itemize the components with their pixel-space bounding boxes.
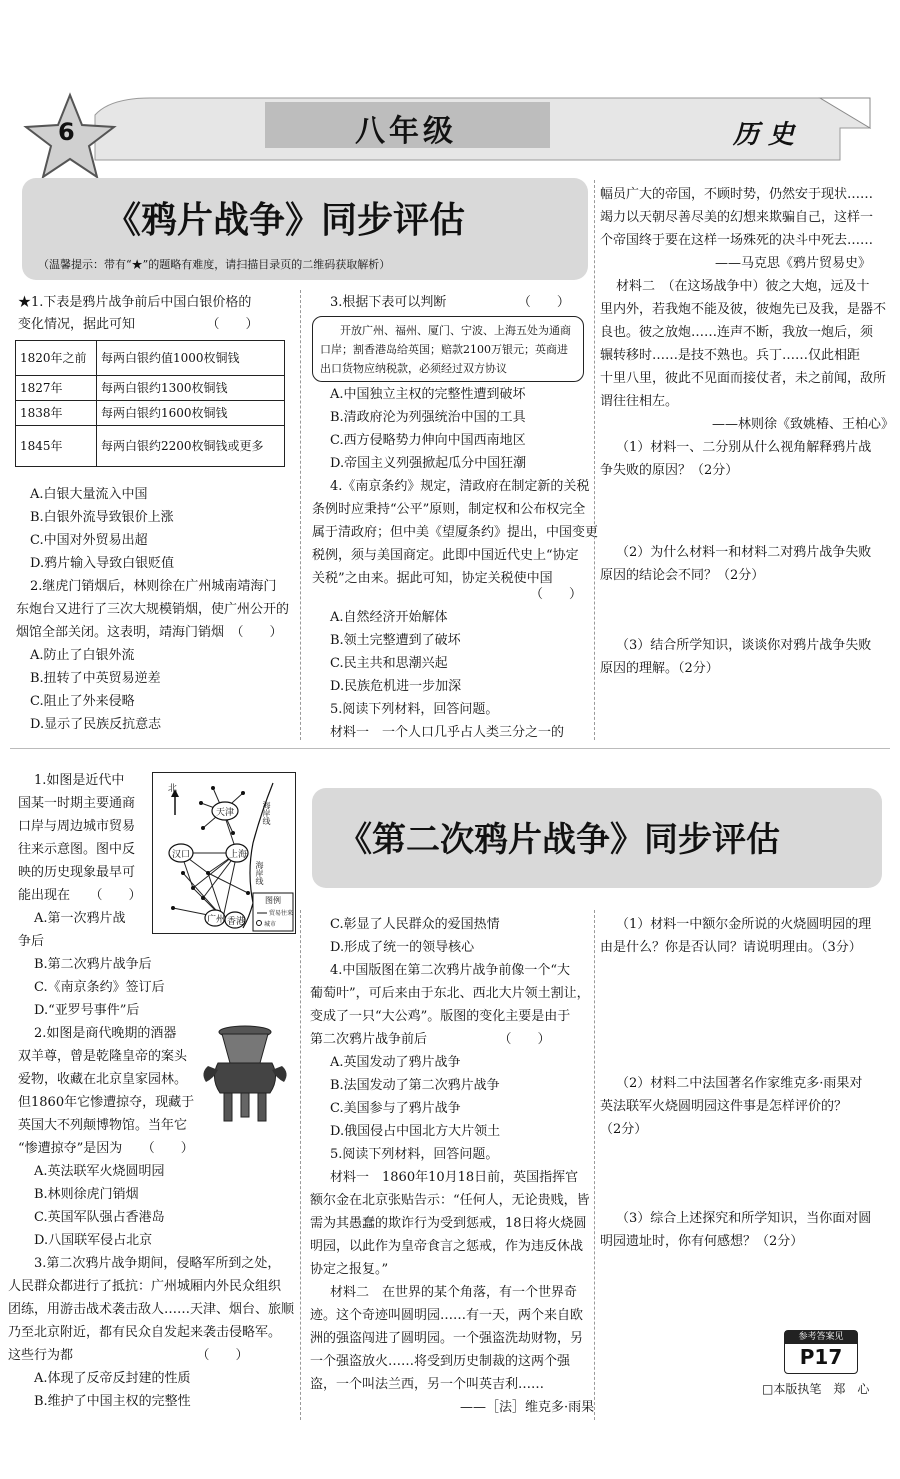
s2-q2-line-2: 双羊尊，曾是乾隆皇帝的案头 — [18, 1049, 188, 1064]
s2-material-2-line-1: 材料二 在世界的某个角落，有一个世界奇 — [330, 1285, 578, 1300]
price-cell: 每两白银约2200枚铜钱或更多 — [97, 426, 285, 467]
q2-option-a: A.防止了白银外流 — [30, 648, 135, 663]
material-1-line-2: 幅员广大的帝国，不顾时势，仍然安于现状…… — [600, 187, 874, 202]
s2-material-1-line-5: 协定之报复。” — [310, 1262, 389, 1277]
q3-option-d: D.帝国主义列强掀起瓜分中国狂潮 — [330, 456, 527, 471]
material-1-line-4: 个帝国终于要在这样一场殊死的决斗中死去…… — [600, 233, 874, 248]
divider — [594, 910, 595, 1420]
s2-q2-option-a: A.英法联军火烧圆明园 — [34, 1164, 165, 1179]
s2-q1-option-b: B.第二次鸦片战争后 — [34, 957, 152, 972]
grade-label: 八年级 — [355, 114, 457, 149]
divider — [300, 910, 301, 1420]
answer-page: P17 — [799, 1345, 843, 1369]
table-row — [16, 426, 285, 467]
material-2-line-6: 谓往往相左。 — [600, 394, 679, 409]
q4-answer-paren: （ ） — [530, 587, 583, 602]
s2-q1-line-3: 口岸与周边城市贸易 — [18, 819, 136, 834]
q4-option-c: C.民主共和思潮兴起 — [330, 656, 448, 671]
s2-q2-line-3: 爱物，收藏在北京皇家园林。 — [18, 1072, 188, 1087]
q2-line-3: 烟馆全部关闭。这表明，靖海门销烟 （ ） — [16, 625, 283, 640]
s2-q4-line-2: 葡萄叶”，可后来由于东北、西北大片领土割让， — [310, 986, 590, 1001]
divider — [300, 290, 301, 740]
s2-q1-option-d: D.“亚罗号事件”后 — [34, 1003, 140, 1018]
divider — [594, 180, 595, 740]
year-cell: 1845年 — [16, 426, 97, 467]
s2-material-1-line-3: 需为其愚蠢的欺诈行为受到惩戒，18日将火烧圆 — [310, 1216, 587, 1231]
s2-q3-line-2: 人民群众都进行了抵抗：广州城厢内外民众组织 — [8, 1279, 282, 1294]
s2-sub3-line-2: 明园遗址时，你有何感想？（2分） — [600, 1234, 804, 1249]
material-1-line-1: 材料一 一个人口几乎占人类三分之一的 — [330, 725, 565, 740]
s2-q1-line-4: 往来示意图。图中反 — [18, 842, 136, 857]
s2-q3-line-3: 团练，用游击战术袭击敌人……天津、烟台、旅顺 — [8, 1302, 295, 1317]
s2-q2-line-4: 但1860年它惨遭掠夺，现藏于 — [18, 1095, 195, 1110]
s2-q1-line-1: 1.如图是近代中 — [34, 773, 125, 788]
table-row — [16, 401, 285, 426]
q4-line-4: 税例，须与美国商定。此即中国近代史上“协定 — [312, 548, 579, 563]
q4-option-a: A.自然经济开始解体 — [330, 610, 448, 625]
s2-q4-line-3: 变成了一只“大公鸡”。版图的变化主要是由于 — [310, 1009, 571, 1024]
q2-option-d: D.显示了民族反抗意志 — [30, 717, 162, 732]
year-cell: 1838年 — [16, 401, 97, 426]
price-cell: 每两白银约值1000枚铜钱 — [97, 341, 285, 376]
city-guangzhou: 广州 — [207, 915, 226, 925]
north-label: 北 — [168, 784, 178, 794]
s2-q4-option-b: B.法国发动了第二次鸦片战争 — [330, 1078, 500, 1093]
trade-map — [152, 772, 296, 934]
q1-option-c: C.中国对外贸易出超 — [30, 533, 148, 548]
q4-line-1: 4.《南京条约》规定，清政府在制定新的关税 — [330, 479, 590, 494]
s2-q4-line-4: 第二次鸦片战争前后 （ ） — [310, 1032, 551, 1047]
material-1-line-3: 竭力以天朝尽善尽美的幻想来欺骗自己，这样一 — [600, 210, 874, 225]
s2-q1-option-c: C.《南京条约》签订后 — [34, 980, 165, 995]
subject-label: 历 史 — [733, 120, 795, 150]
q2-line-1: 2.继虎门销烟后，林则徐在广州城南靖海门 — [30, 579, 277, 594]
s2-q3-option-c: C.彰显了人民群众的爱国热情 — [330, 917, 500, 932]
q2-line-2: 东炮台又进行了三次大规模销烟，使广州公开的 — [16, 602, 290, 617]
price-cell: 每两白银约1300枚铜钱 — [97, 376, 285, 401]
s2-material-2-source: ——［法］维克多·雨果 — [460, 1400, 595, 1415]
q3-option-c: C.西方侵略势力伸向中国西南地区 — [330, 433, 526, 448]
s2-q2-line-5: 英国大不列颠博物馆。当年它 — [18, 1118, 188, 1133]
section-divider — [10, 748, 890, 749]
q2-option-b: B.扭转了中英贸易逆差 — [30, 671, 161, 686]
q1-option-b: B.白银外流导致银价上涨 — [30, 510, 174, 525]
q1-line-2: 变化情况，据此可知 （ ） — [18, 317, 259, 332]
treaty-line-1: 开放广州、福州、厦门、宁波、上海五处为通商 — [340, 324, 571, 337]
q4-option-d: D.民族危机进一步加深 — [330, 679, 462, 694]
q5-sub2-line-1: （2）为什么材料一和材料二对鸦片战争失败 — [616, 545, 872, 560]
s2-q3-line-1: 3.第二次鸦片战争期间，侵略军所到之处， — [34, 1256, 281, 1271]
s2-q1-line-5: 映的历史现象最早可 — [18, 865, 136, 880]
silver-price-table — [15, 340, 285, 467]
q3-option-a: A.中国独立主权的完整性遭到破坏 — [330, 387, 526, 402]
q3-stem: 3.根据下表可以判断 （ ） — [330, 295, 570, 310]
s2-q4-option-d: D.俄国侵占中国北方大片领土 — [330, 1124, 501, 1139]
s2-q2-option-c: C.英国军队强占香港岛 — [34, 1210, 165, 1225]
coastline-label-2: 海岸线 — [255, 861, 264, 885]
material-1-source: ——马克思《鸦片贸易史》 — [715, 256, 872, 271]
s2-material-2-line-5: 盗，一个叫法兰西，另一个叫英吉利…… — [310, 1377, 545, 1392]
q5-stem: 5.阅读下列材料，回答问题。 — [330, 702, 499, 717]
material-2-line-3: 良也。彼之放炮……连声不断，我放一炮后，须 — [600, 325, 874, 340]
material-2-line-2: 里内外，若我炮不能及彼，彼炮先已及我，是器不 — [600, 302, 887, 317]
double-ram-zun-image — [200, 1018, 290, 1128]
s2-sub1-line-1: （1）材料一中额尔金所说的火烧圆明园的理 — [616, 917, 872, 932]
city-hankou: 汉口 — [172, 850, 191, 860]
q4-option-b: B.领土完整遭到了破坏 — [330, 633, 461, 648]
s2-material-2-line-2: 迹。这个奇迹叫圆明园……有一天，两个来自欧 — [310, 1308, 584, 1323]
s2-sub2-line-2: 英法联军火烧圆明园这件事是怎样评价的？ — [600, 1099, 848, 1114]
s2-q2-option-b: B.林则徐虎门销烟 — [34, 1187, 139, 1202]
section2-title: 《第二次鸦片战争》同步评估 — [338, 820, 780, 860]
s2-sub2-line-3: （2分） — [600, 1122, 648, 1137]
s2-material-1-line-1: 材料一 1860年10月18日前，英国指挥官 — [330, 1170, 579, 1185]
q1-option-d: D.鸦片输入导致白银贬值 — [30, 556, 175, 571]
coastline-label: 海岸线 — [262, 801, 271, 825]
q5-sub3-line-2: 原因的理解。（2分） — [600, 661, 719, 676]
page-header — [0, 80, 900, 180]
q1-option-a: A.白银大量流入中国 — [30, 487, 148, 502]
answer-reference-label: 参考答案见 — [785, 1331, 857, 1344]
q4-line-3: 属于清政府；但中美《望厦条约》提出，中国变更 — [312, 525, 599, 540]
material-2-source: ——林则徐《致姚椿、王柏心》 — [712, 417, 895, 432]
s2-q1-option-a-cont: 争后 — [18, 934, 45, 949]
q5-sub2-line-2: 原因的结论会不同？（2分） — [600, 568, 765, 583]
s2-q1-line-6: 能出现在 （ ） — [18, 888, 142, 903]
s2-q4-line-1: 4.中国版图在第二次鸦片战争前像一个“大 — [330, 963, 571, 978]
s2-sub3-line-1: （3）综合上述探究和所学知识，当你面对圆 — [616, 1211, 872, 1226]
q1-line-1: ★1.下表是鸦片战争前后中国白银价格的 — [18, 295, 252, 310]
q4-line-2: 条例时应秉持“公平”原则，制定权和公布权完全 — [312, 502, 586, 517]
city-shanghai: 上海 — [229, 850, 248, 860]
q3-option-b: B.清政府沦为列强统治中国的工具 — [330, 410, 526, 425]
q5-sub1-line-2: 争失败的原因？（2分） — [600, 463, 739, 478]
city-tianjin: 天津 — [216, 808, 235, 818]
legend-city: 城市 — [264, 921, 277, 928]
answer-reference-box — [784, 1330, 858, 1374]
s2-q2-option-d: D.八国联军侵占北京 — [34, 1233, 153, 1248]
s2-sub1-line-2: 由是什么？你是否认同？请说明理由。（3分） — [600, 940, 862, 955]
s2-material-2-line-4: 一个强盗放火……将受到历史制裁的这两个强 — [310, 1354, 571, 1369]
q5-sub1-line-1: （1）材料一、二分别从什么视角解释鸦片战 — [616, 440, 872, 455]
material-2-line-1: 材料二 （在这场战争中）彼之大炮，远及十 — [616, 279, 870, 294]
material-2-line-4: 辗转移时……是技不熟也。兵丁……仅此相距 — [600, 348, 861, 363]
s2-q1-option-a: A.第一次鸦片战 — [34, 911, 126, 926]
s2-q3-line-5: 这些行为都 （ ） — [8, 1348, 249, 1363]
price-cell: 每两白银约1600枚铜钱 — [97, 401, 285, 426]
s2-q1-line-2: 国某一时期主要通商 — [18, 796, 136, 811]
s2-sub2-line-1: （2）材料二中法国著名作家维克多·雨果对 — [616, 1076, 863, 1091]
legend-trade: 贸易往来 — [269, 910, 294, 917]
editor-credit: □本版执笔 郑 心 — [762, 1382, 870, 1396]
s2-material-1-line-2: 额尔金在北京张贴告示：“任何人，无论贵贱，皆 — [310, 1193, 590, 1208]
s2-q4-option-a: A.英国发动了鸦片战争 — [330, 1055, 461, 1070]
city-hongkong: 香港 — [227, 917, 246, 927]
section1-title: 《鸦片战争》同步评估 — [105, 200, 466, 241]
year-cell: 1827年 — [16, 376, 97, 401]
s2-q4-option-c: C.美国参与了鸦片战争 — [330, 1101, 461, 1116]
s2-q3-option-d: D.形成了统一的领导核心 — [330, 940, 475, 955]
s2-q2-line-1: 2.如图是商代晚期的酒器 — [34, 1026, 177, 1041]
table-row — [16, 341, 285, 376]
treaty-line-3: 出口货物应纳税款，必须经过双方协议 — [320, 362, 507, 375]
page-number: 6 — [58, 118, 75, 146]
s2-q3-option-a: A.体现了反帝反封建的性质 — [34, 1371, 191, 1386]
table-row — [16, 376, 285, 401]
s2-q2-line-6: “惨遭掠夺”是因为 （ ） — [18, 1141, 194, 1156]
s2-q3-line-4: 乃至北京附近，都有民众自发起来袭击侵略军。 — [8, 1325, 282, 1340]
s2-material-1-line-4: 明园，以此作为皇帝食言之惩戒，作为违反休战 — [310, 1239, 584, 1254]
s2-material-2-line-3: 洲的强盗闯进了圆明园。一个强盗洗劫财物，另 — [310, 1331, 584, 1346]
year-cell: 1820年之前 — [16, 341, 97, 376]
s2-q3-option-b: B.维护了中国主权的完整性 — [34, 1394, 191, 1409]
section1-tip: （温馨提示：带有“★”的题略有难度，请扫描目录页的二维码获取解析） — [38, 258, 391, 271]
q5-sub3-line-1: （3）结合所学知识，谈谈你对鸦片战争失败 — [616, 638, 872, 653]
s2-q5-stem: 5.阅读下列材料，回答问题。 — [330, 1147, 499, 1162]
q2-option-c: C.阻止了外来侵略 — [30, 694, 135, 709]
material-2-line-5: 十里八里，彼此不见面而接仗者，未之前闻，敌所 — [600, 371, 887, 386]
legend-title: 图例 — [265, 896, 281, 905]
treaty-line-2: 口岸；割香港岛给英国；赔款2100万银元；英商进 — [320, 343, 568, 356]
q4-line-5: 关税”之由来。据此可知，协定关税使中国 — [312, 571, 553, 586]
